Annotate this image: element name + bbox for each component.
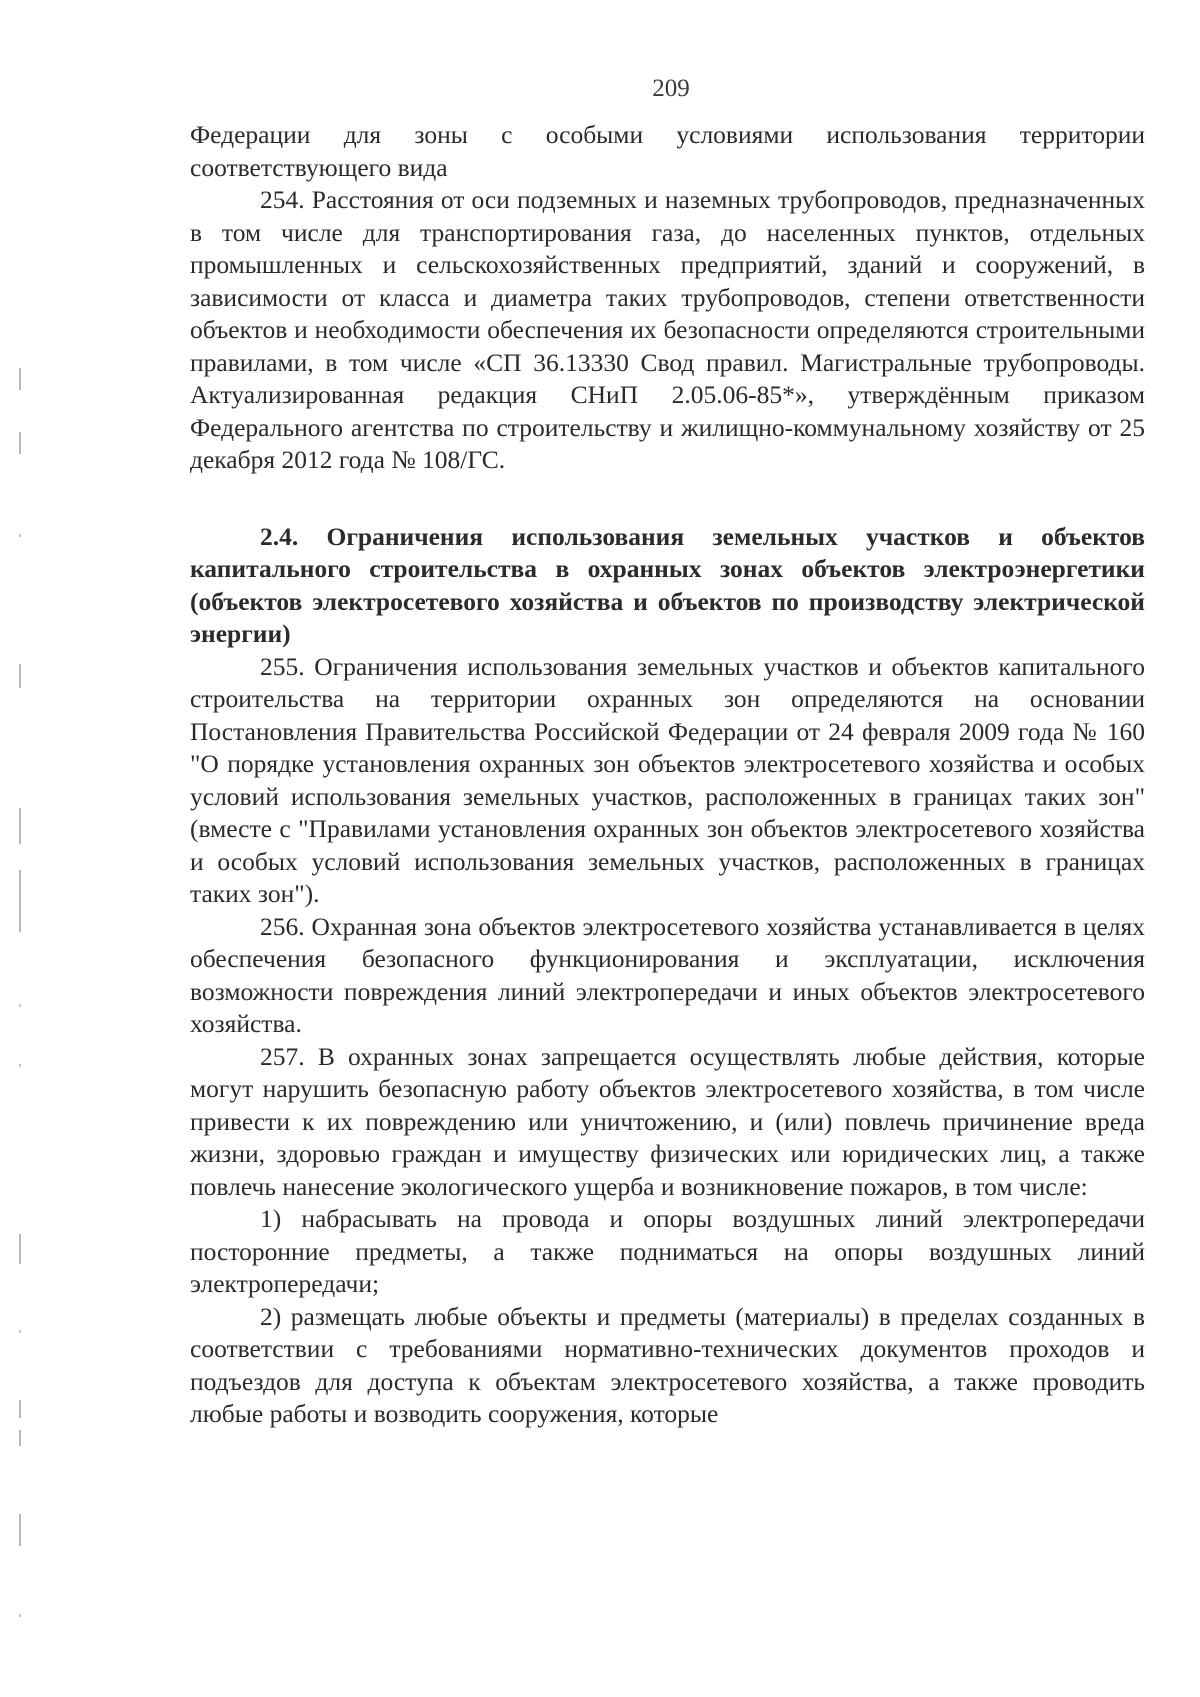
- scan-artifact: [19, 1330, 21, 1333]
- scan-artifact: [19, 534, 21, 537]
- scan-artifact: [19, 1004, 21, 1007]
- scan-artifact: [19, 1614, 21, 1617]
- document-body: [190, 119, 1145, 1431]
- list-item-1: 1) набрасывать на провода и опоры воздушных линий электропередачи посторонние предметы, а также подниматься на опоры воздушных линий электропередачи;: [190, 1204, 1145, 1298]
- scan-artifact: [19, 1064, 21, 1067]
- paragraph-254: 254. Расстояния от оси подземных и наземных трубопроводов, предназначенных в том числе для транспортирования газа, до населенных пунктов, отдельных промышленных и сельскохозяйственных предприятий, зданий и сооружений, в зависимости от класса и диаметра таких трубопроводов, степени ответственности объектов и необходимости обеспечения их безопасности определяются строительными правилами, в том числе «СП 36.13330 Свод правил. Магистральные трубопроводы. Актуализированная редакция СНиП 2.05.06-85*», утверждённым приказом Федерального агентства по строительству и жилищно-коммунальному хозяйству от 25 декабря 2012 года № 108/ГС.: [190, 185, 1145, 474]
- scan-artifact: [19, 664, 21, 688]
- paragraph-continuation: Федерации для зоны с особыми условиями использования территории соответствующего вида: [190, 120, 1145, 182]
- scan-artifact: [19, 808, 21, 844]
- scan-artifact: [19, 432, 21, 454]
- paragraph-256: 256. Охранная зона объектов электросетевого хозяйства устанавливается в целях обеспечения безопасного функционирования и эксплуатации, исключения возможности повреждения линий электропередачи и иных объектов электросетевого хозяйства.: [190, 911, 1145, 1038]
- scan-artifact: [19, 1234, 21, 1264]
- scan-artifact: [19, 1514, 21, 1546]
- scan-artifact: [19, 368, 21, 390]
- page-number: 209: [652, 75, 690, 102]
- scan-artifact: [19, 1400, 21, 1418]
- scan-artifact: [19, 870, 21, 932]
- section-heading-2-4: 2.4. Ограничения использования земельных участков и объектов капитального строительства в охранных зонах объектов электроэнергетики (объектов электросетевого хозяйства и объектов по производству электрической энергии): [190, 521, 1145, 648]
- scan-artifact: [19, 1430, 21, 1446]
- paragraph-257: 257. В охранных зонах запрещается осуществлять любые действия, которые могут нарушить безопасную работу объектов электросетевого хозяйства, в том числе привести к их повреждению или уничтожению, и (или) повлечь причинение вреда жизни, здоровью граждан и имуществу физических или юридических лиц, а также повлечь нанесение экологического ущерба и возникновение пожаров, в том числе:: [190, 1041, 1145, 1201]
- list-item-2: 2) размещать любые объекты и предметы (материалы) в пределах созданных в соответствии с требованиями нормативно-технических документов проходов и подъездов для доступа к объектам электросетевого хозяйства, а также проводить любые работы и возводить сооружения, которые: [190, 1301, 1145, 1428]
- paragraph-255: 255. Ограничения использования земельных участков и объектов капитального строительства на территории охранных зон определяются на основании Постановления Правительства Российской Федерации от 24 февраля 2009 года № 160 "О порядке установления охранных зон объектов электросетевого хозяйства и особых условий использования земельных участков, расположенных в границах таких зон" (вместе с "Правилами установления охранных зон объектов электросетевого хозяйства и особых условий использования земельных участков, расположенных в границах таких зон").: [190, 651, 1145, 908]
